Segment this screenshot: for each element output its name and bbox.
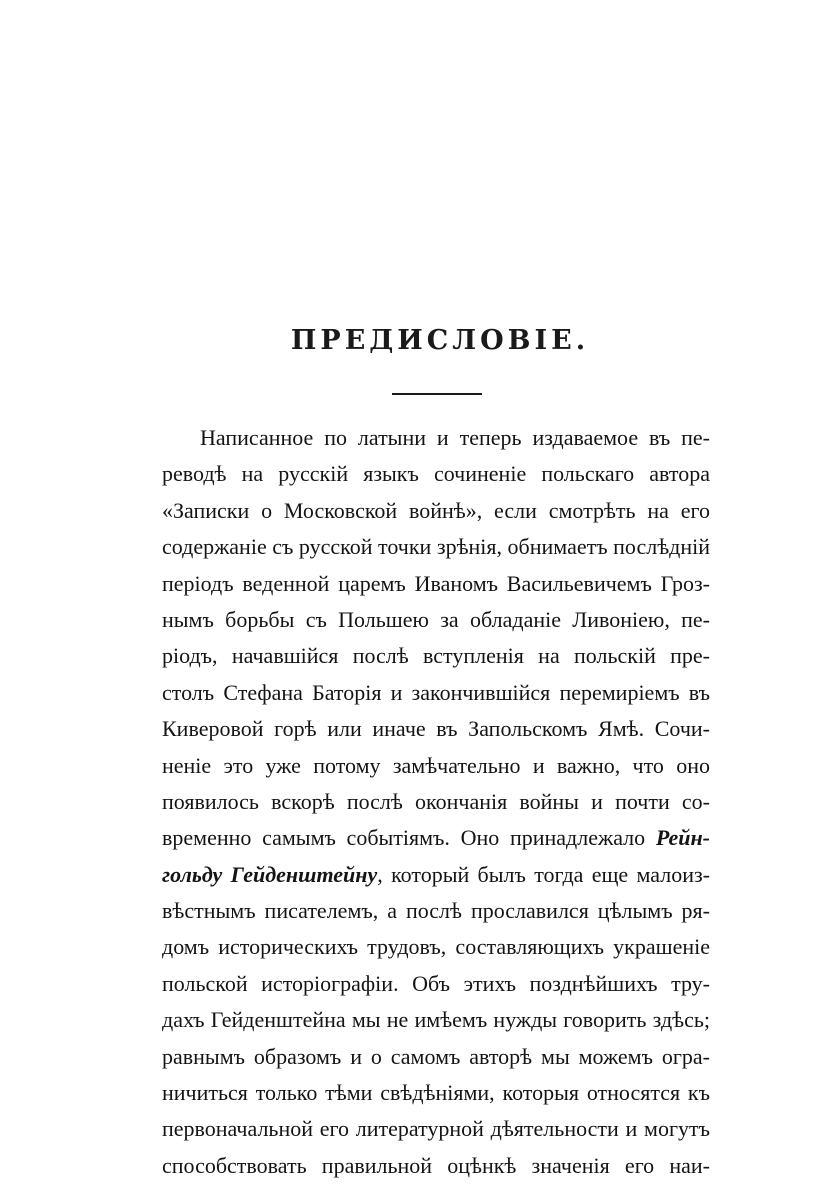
- text-line: первоначальной его литературной дѣятельности и могутъ: [162, 1116, 710, 1142]
- text-line: вѣстнымъ писателемъ, а послѣ прославился цѣлымъ ря-: [162, 898, 710, 924]
- text-line: Киверовой горѣ или иначе въ Запольскомъ Ямѣ. Сочи-: [162, 716, 710, 742]
- text-line: неніе это уже потому замѣчательно и важно, что оно: [162, 752, 710, 778]
- preface-paragraph: [162, 420, 710, 1184]
- text-line-with-italic: [162, 820, 710, 856]
- text-line-with-italic: [162, 857, 710, 893]
- text-line: способствовать правильной оцѣнкѣ значенія его наи-: [162, 1152, 710, 1178]
- text-line: содержаніе съ русской точки зрѣнія, обнимаетъ послѣдній: [162, 534, 710, 560]
- text-line: «Записки о Московской войнѣ», если смотрѣть на его: [162, 497, 710, 523]
- text-line: реводѣ на русскій языкъ сочиненіе польскаго автора: [162, 461, 710, 487]
- author-name-italic: гольду Гейденштейну: [162, 861, 378, 887]
- text-line: польской исторіографіи. Объ этихъ позднѣйшихъ тру-: [162, 970, 710, 996]
- text-line: появилось вскорѣ послѣ окончанія войны и почти со-: [162, 788, 710, 814]
- text-line: нымъ борьбы съ Польшею за обладаніе Ливоніею, пе-: [162, 606, 710, 632]
- text-line: домъ историческихъ трудовъ, составляющихъ украшеніе: [162, 934, 710, 960]
- text-segment: временно самымъ событіямъ. Оно принадлежало: [162, 825, 646, 851]
- page-title: ПРЕДИСЛОВІЕ.: [290, 325, 590, 356]
- text-segment: , который былъ тогда еще малоиз-: [377, 861, 710, 887]
- text-line: періодъ веденной царемъ Иваномъ Васильевичемъ Гроз-: [162, 570, 710, 596]
- author-name-italic: Рейн-: [655, 825, 710, 851]
- text-line: столъ Стефана Баторія и закончившійся перемиріемъ въ: [162, 679, 710, 705]
- text-line: дахъ Гейденштейна мы не имѣемъ нужды говорить здѣсь;: [162, 1007, 710, 1033]
- text-line: равнымъ образомъ и о самомъ авторѣ мы можемъ огра-: [162, 1043, 710, 1069]
- title-divider: [392, 393, 482, 395]
- text-line: ничиться только тѣми свѣдѣніями, которыя относятся къ: [162, 1080, 710, 1106]
- text-line: ріодъ, начавшійся послѣ вступленія на польскій пре-: [162, 643, 710, 669]
- text-line: Написанное по латыни и теперь издаваемое въ пе-: [200, 425, 710, 450]
